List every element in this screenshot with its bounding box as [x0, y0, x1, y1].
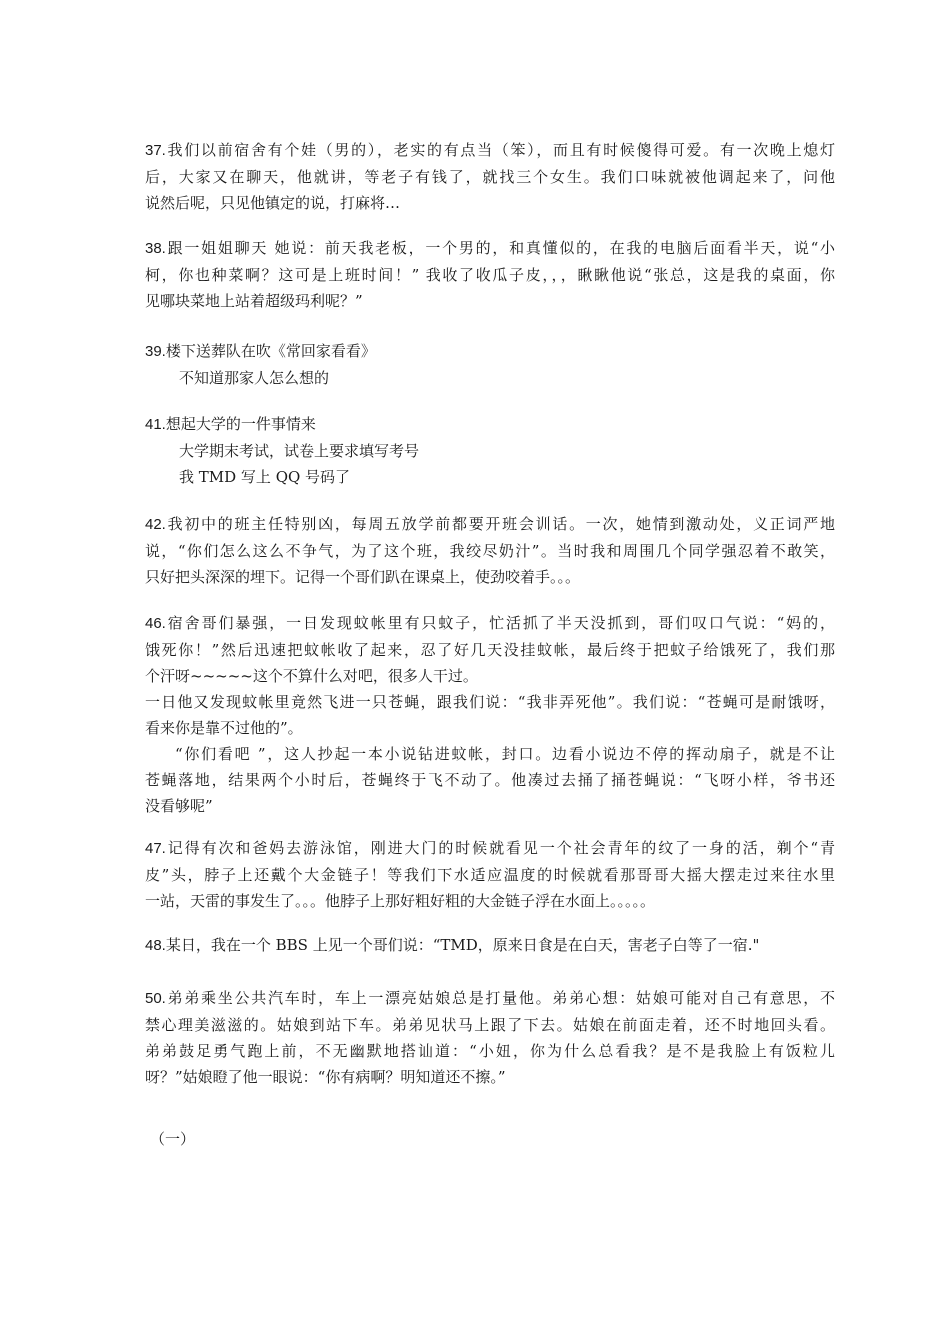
entry-39 — [145, 338, 835, 391]
entry-38 — [145, 235, 835, 314]
entry-46 — [145, 610, 835, 819]
entry-50 — [145, 985, 835, 1090]
entry-number: 46. — [145, 615, 166, 632]
entry-line: 弟弟鼓足勇气跑上前，不无幽默地搭讪道：“小妞，你为什么总看我？是不是我脸上有饭粒儿 — [145, 1042, 835, 1060]
entry-line: 没看够呢” — [145, 797, 213, 815]
section-label-text: （一） — [150, 1130, 196, 1148]
entry-line: 宿舍哥们暴强，一日发现蚊帐里有只蚊子，忙活抓了半天没抓到，哥们叹口气说：“妈的， — [165, 614, 835, 632]
entry-indented-line: 大学期末考试，试卷上要求填写考号 — [179, 442, 420, 460]
entry-line: 皮”头，脖子上还戴个大金链子！等我们下水适应温度的时候就看那哥哥大摇大摆走过来往水里 — [145, 866, 835, 884]
entry-line: 禁心理美滋滋的。姑娘到站下车。弟弟见状马上跟了下去。姑娘在前面走着，还不时地回头看。 — [145, 1016, 835, 1034]
entry-number: 48. — [145, 937, 166, 954]
entry-line: 后，大家又在聊天，他就讲，等老子有钱了，就找三个女生。我们口味就被他调起来了，问他 — [145, 168, 835, 186]
entry-line: 我初中的班主任特别凶，每周五放学前都要开班会训话。一次，她情到激动处，义正词严地 — [165, 515, 835, 533]
entry-indented-line: 我 TMD 写上 QQ 号码了 — [179, 468, 351, 486]
entry-line: 某日，我在一个 BBS 上见一个哥们说：“TMD，原来日食是在白天，害老子白等了一宿." — [165, 936, 760, 954]
entry-line: 苍蝇落地，结果两个小时后，苍蝇终于飞不动了。他凑过去捅了捅苍蝇说：“飞呀小样，爷书还 — [145, 771, 835, 789]
entry-line: 记得有次和爸妈去游泳馆，刚进大门的时候就看见一个社会青年的纹了一身的活，剃个“青 — [165, 839, 835, 857]
entry-line: 我们以前宿舍有个娃（男的），老实的有点当（笨），而且有时候傻得可爱。有一次晚上熄灯 — [165, 141, 835, 159]
entry-line: 见哪块菜地上站着超级玛利呢？” — [145, 292, 363, 310]
entry-line: 饿死你！”然后迅速把蚊帐收了起来，忍了好几天没挂蚊帐，最后终于把蚊子给饿死了，我们那 — [145, 641, 835, 659]
entry-41 — [145, 411, 835, 490]
entry-line: 跟一姐姐聊天 她说：前天我老板，一个男的，和真懂似的，在我的电脑后面看半天，说“小 — [165, 239, 835, 257]
entry-47 — [145, 835, 835, 914]
entry-42 — [145, 511, 835, 590]
entry-line: 只好把头深深的埋下。记得一个哥们趴在课桌上，使劲咬着手。。。 — [145, 568, 581, 586]
entry-48 — [145, 932, 835, 959]
entry-line: 弟弟乘坐公共汽车时，车上一漂亮姑娘总是打量他。弟弟心想：姑娘可能对自己有意思，不 — [165, 989, 835, 1007]
entry-number: 42. — [145, 516, 166, 533]
entry-line: 一日他又发现蚊帐里竟然飞进一只苍蝇，跟我们说：“我非弄死他”。我们说：“苍蝇可是耐饿呀， — [145, 693, 835, 711]
entry-number: 38. — [145, 240, 166, 257]
entry-line: 说，“你们怎么这么不争气，为了这个班，我绞尽奶汁”。当时我和周围几个同学强忍着不敢笑， — [145, 542, 835, 560]
entry-37 — [145, 137, 835, 216]
entry-line: 想起大学的一件事情来 — [165, 415, 316, 433]
entry-number: 50. — [145, 990, 166, 1007]
entry-line: 呀？”姑娘瞪了他一眼说：“你有病啊？明知道还不擦。” — [145, 1068, 506, 1086]
entry-line: 说然后呢，只见他镇定的说，打麻将… — [145, 194, 401, 212]
entry-number: 47. — [145, 840, 166, 857]
entry-line: 楼下送葬队在吹《常回家看看》 — [165, 342, 376, 360]
entry-line: 个汗呀~~~~~这个不算什么对吧，很多人干过。 — [145, 667, 478, 685]
entry-line: 柯，你也种菜啊？这可是上班时间！” 我收了收瓜子皮，，，瞅瞅他说“张总，这是我的桌面，你 — [145, 266, 835, 284]
entry-line: “你们看吧 ”，这人抄起一本小说钻进蚊帐，封口。边看小说边不停的挥动扇子，就是不让 — [175, 745, 835, 763]
entry-number: 37. — [145, 142, 166, 159]
entry-number: 39. — [145, 343, 166, 360]
entry-line: 一站，天雷的事发生了。。。他脖子上那好粗好粗的大金链子浮在水面上。。。。。 — [145, 892, 656, 910]
entry-number: 41. — [145, 416, 166, 433]
entry-line: 看来你是靠不过他的”。 — [145, 719, 303, 737]
section-label — [150, 1126, 840, 1152]
entry-indented-line: 不知道那家人怎么想的 — [179, 369, 330, 387]
